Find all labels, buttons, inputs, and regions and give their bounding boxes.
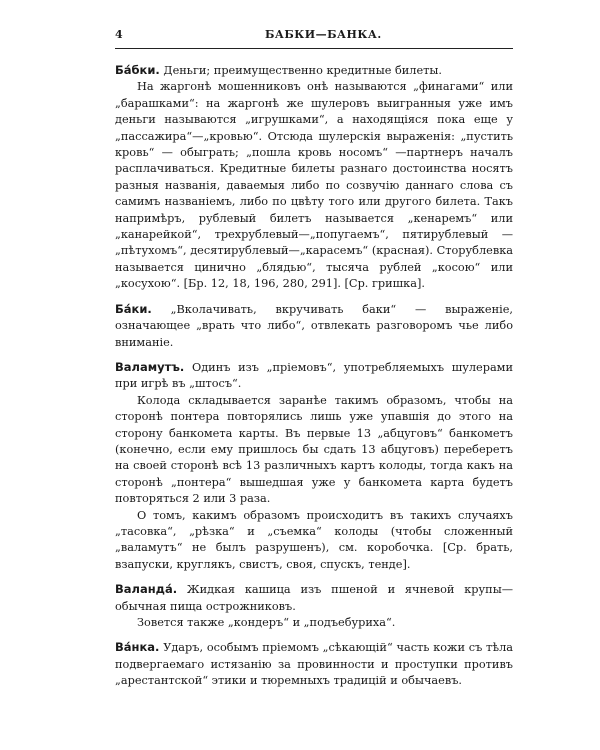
headword: Ва́нка. — [115, 640, 160, 655]
definition: Ударъ, особымъ пріемомъ „сѣкающій“ часть кожи съ тѣла подвергаемаго истязанію за провинности и проступки противъ „арестантской“ этики и тюремныхъ традицій и обычаевъ. — [115, 641, 513, 688]
page-body — [115, 62, 513, 698]
page-header — [115, 28, 515, 46]
definition: Деньги; преимущественно кредитные билеты. — [163, 64, 442, 77]
paragraph: Колода складывается заранѣе такимъ образомъ, чтобы на сторонѣ понтера повторялись лишь уже упавшія до этого на сторону банкомета карты. Въ первые 13 „абцуговъ“ банкометъ (конечно, если ему пришлось бы сдать 13 абцуговъ) переберетъ на своей сторонѣ всѣ 13 различныхъ картъ колоды, тогда какъ на сторонѣ „понтера“ вышедшая уже у банкомета карта будетъ повторяться 2 или 3 раза. — [115, 393, 513, 506]
paragraph: Зовется также „кондеръ“ и „подъебуриха“. — [137, 616, 396, 629]
paragraph: На жаргонѣ мошенниковъ онѣ называются „финагами“ или „барашками“: на жаргонѣ же шулеровъ выигранныя уже имъ деньги называются „игрушками“, а находящіяся пока еще у „пассажира“—„кровью“. Отсюда шулерскія выраженія: „пустить кровь“ — обыграть; „пошла кровь носомъ“ —партнеръ началъ расплачиваться. Кредитные билеты разнаго достоинства носятъ разныя названія, даваемыя либо по созвучію даннаго слова съ самимъ названіемъ, либо по цвѣту того или другого билета. Такъ напримѣръ, рублевый билетъ называется „кенаремъ“ или „канарейкой“, трехрублевый—„попугаемъ“, пятирублевый — „пѣтухомъ“, десятирублевый—„карасемъ“ (красная). Сторублевка называется цинично „блядью“, тысяча рублей „косою“ или „косухою“. [Бр. 12, 18, 196, 280, 291]. [Ср. гришка]. — [115, 80, 513, 291]
entry-valamut — [115, 359, 513, 573]
entry-babki — [115, 62, 513, 293]
headword: Валамутъ. — [115, 359, 185, 374]
definition: „Вколачивать, вкручивать баки“ — выраженіе, означающее „врать что либо“, отвлекать разговоромъ чье либо вниманіе. — [115, 302, 513, 349]
headword: Ба́бки. — [115, 63, 160, 77]
headword: Валанда́. — [115, 582, 178, 597]
paragraph: О томъ, какимъ образомъ происходитъ въ такихъ случаяхъ „тасовка“, „рѣзка“ и „съемка“ колоды (чтобы сложенный „валамутъ“ не былъ разрушенъ), см. коробочка. [Ср. брать, взапуски, круглякъ, свистъ, своя, спускъ, тенде]. — [115, 508, 513, 571]
definition: Одинъ изъ „пріемовъ“, употребляемыхъ шулерами при игрѣ въ „штосъ“. — [115, 360, 514, 391]
headword: Ба́ки. — [115, 301, 152, 316]
entry-vanka — [115, 639, 513, 689]
entry-valanda — [115, 581, 513, 631]
entry-baki — [115, 301, 513, 351]
definition: Жидкая кашица изъ пшеной и ячневой крупы—обычная пища острожниковъ. — [115, 583, 514, 613]
running-title: БАБКИ—БАНКА. — [265, 28, 382, 41]
header-rule — [115, 48, 513, 49]
page-number: 4 — [115, 28, 124, 41]
